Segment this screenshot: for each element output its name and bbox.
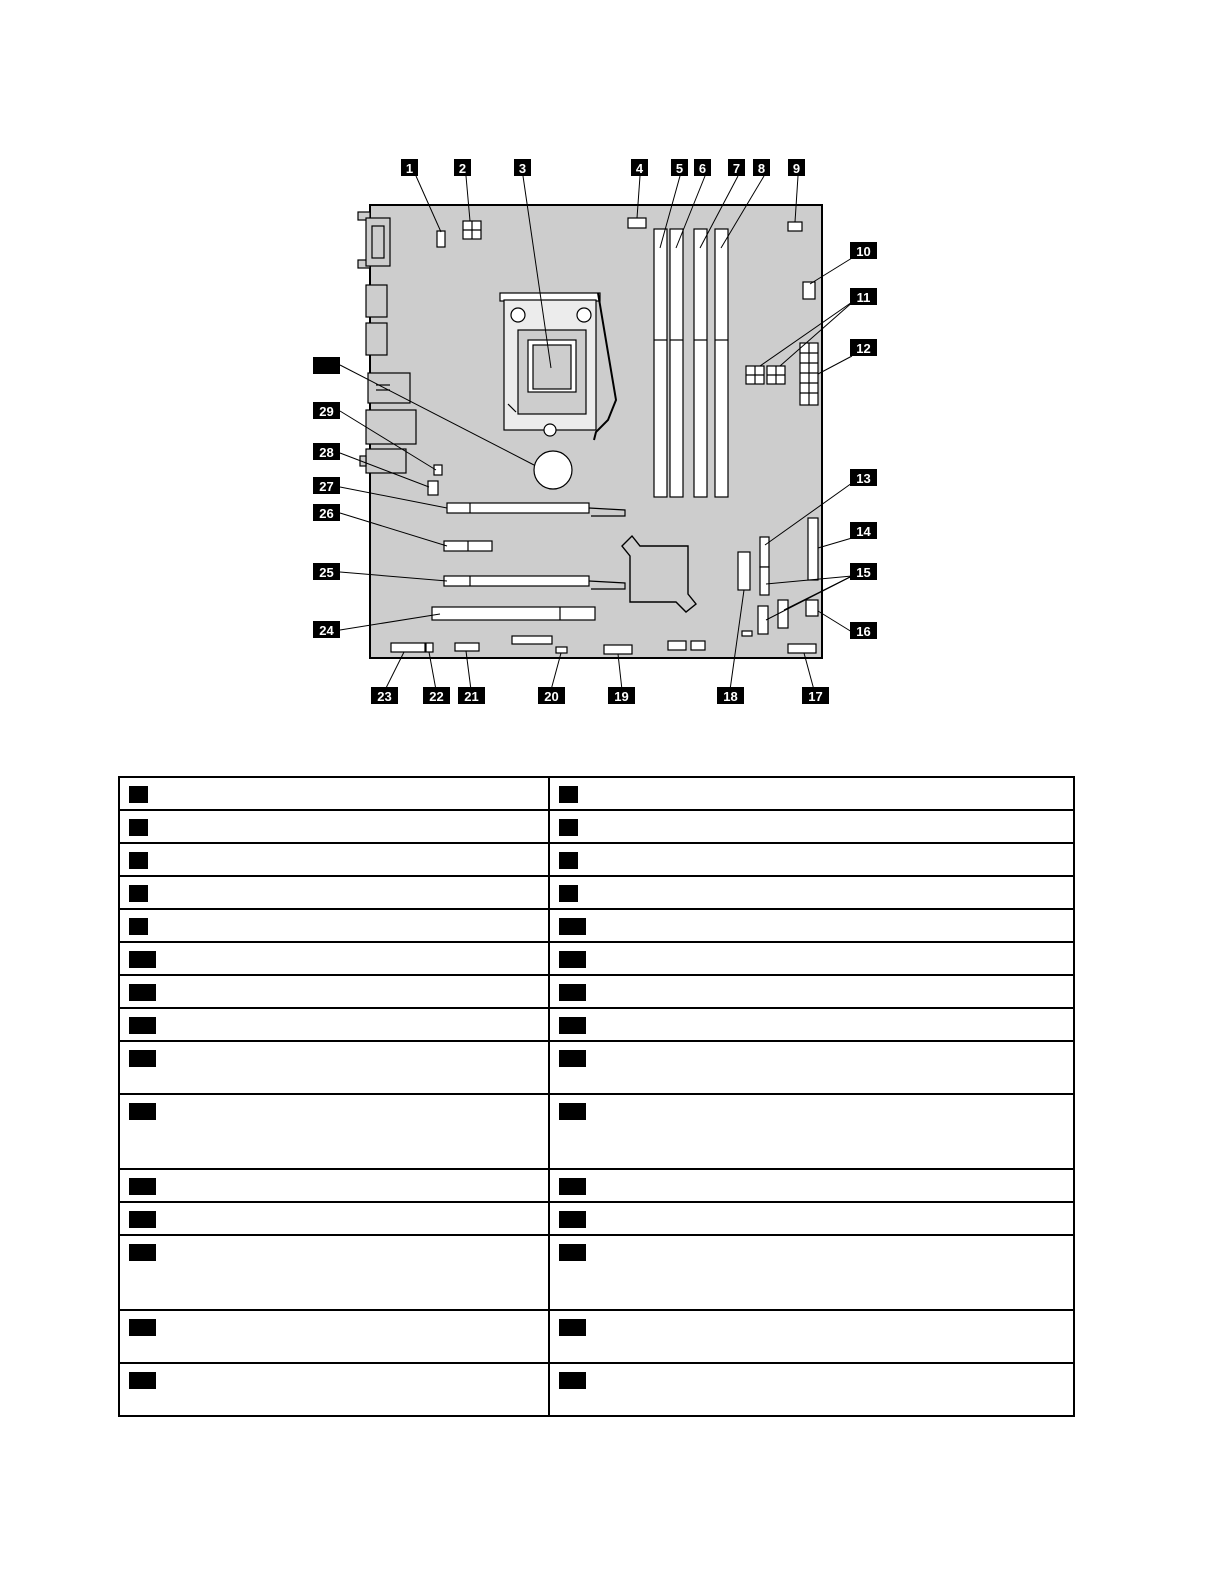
svg-text:20: 20: [544, 689, 559, 704]
legend-marker: [559, 1103, 586, 1120]
legend-row: [119, 777, 1074, 810]
legend-marker: [129, 1319, 156, 1336]
callout-10: [850, 242, 877, 259]
connector-18: [738, 552, 750, 590]
legend-row: [119, 810, 1074, 843]
svg-text:18: 18: [723, 689, 738, 704]
svg-text:21: 21: [464, 689, 479, 704]
legend-row: [119, 1202, 1074, 1235]
legend-marker: [559, 984, 586, 1001]
legend-cell-right: [549, 810, 1074, 843]
legend-marker: [559, 1211, 586, 1228]
legend-cell-left: [119, 975, 549, 1008]
legend-marker: [559, 1017, 586, 1034]
svg-text:19: 19: [614, 689, 629, 704]
svg-text:4: 4: [635, 161, 644, 176]
legend-cell-left: [119, 777, 549, 810]
legend-cell-right: [549, 1235, 1074, 1310]
legend-cell-left: [119, 1169, 549, 1202]
legend-marker: [129, 1050, 156, 1067]
legend-cell-right: [549, 975, 1074, 1008]
legend-marker: [559, 1244, 586, 1261]
svg-text:2: 2: [458, 161, 467, 176]
legend-marker: [559, 1372, 586, 1389]
legend-row: [119, 942, 1074, 975]
connector-12: [800, 343, 818, 405]
legend-cell-right: [549, 942, 1074, 975]
jumper-small: [742, 631, 752, 636]
callout-22: [423, 687, 450, 704]
legend-marker: [129, 1017, 156, 1034]
callout-17: [802, 687, 829, 704]
callout-28: [313, 443, 340, 460]
connector-2: [463, 221, 481, 239]
legend-cell-right: [549, 876, 1074, 909]
legend-marker: [559, 885, 578, 902]
svg-text:6: 6: [698, 161, 707, 176]
legend-marker: [559, 1178, 586, 1195]
callout-blank: [313, 357, 340, 374]
callout-23: [371, 687, 398, 704]
connector-1: [437, 231, 445, 247]
legend-cell-left: [119, 810, 549, 843]
callout-8: [753, 159, 770, 176]
svg-text:16: 16: [856, 624, 871, 639]
legend-cell-left: [119, 1363, 549, 1416]
callout-16: [850, 622, 877, 639]
callout-11: [850, 288, 877, 305]
svg-text:14: 14: [856, 524, 871, 539]
callout-5: [671, 159, 688, 176]
legend-cell-left: [119, 1202, 549, 1235]
connector-10: [803, 282, 815, 299]
connector-28: [428, 481, 438, 495]
legend-row: [119, 1310, 1074, 1363]
legend-cell-right: [549, 843, 1074, 876]
legend-cell-right: [549, 777, 1074, 810]
svg-text:13: 13: [856, 471, 871, 486]
legend-marker: [559, 951, 586, 968]
svg-text:24: 24: [319, 623, 334, 638]
callout-29: [313, 402, 340, 419]
legend-marker: [129, 918, 148, 935]
legend-cell-right: [549, 1041, 1074, 1094]
svg-text:9: 9: [792, 161, 801, 176]
legend-cell-left: [119, 1235, 549, 1310]
connector-9: [788, 222, 802, 231]
callout-21: [458, 687, 485, 704]
legend-row: [119, 1363, 1074, 1416]
callout-13: [850, 469, 877, 486]
svg-text:29: 29: [319, 404, 334, 419]
callout-18: [717, 687, 744, 704]
callout-1: [401, 159, 418, 176]
callout-27: [313, 477, 340, 494]
legend-cell-right: [549, 1363, 1074, 1416]
legend-row: [119, 843, 1074, 876]
callout-3: [514, 159, 531, 176]
connector-16: [806, 600, 818, 616]
legend-cell-right: [549, 1008, 1074, 1041]
legend-cell-left: [119, 1041, 549, 1094]
callout-12: [850, 339, 877, 356]
legend-cell-left: [119, 909, 549, 942]
legend-cell-right: [549, 1094, 1074, 1169]
svg-text:1: 1: [405, 161, 414, 176]
legend-row: [119, 876, 1074, 909]
legend-cell-right: [549, 1202, 1074, 1235]
legend-marker: [559, 786, 578, 803]
legend-cell-left: [119, 1094, 549, 1169]
legend-cell-left: [119, 1310, 549, 1363]
callout-25: [313, 563, 340, 580]
legend-marker: [559, 852, 578, 869]
svg-text:28: 28: [319, 445, 334, 460]
legend-cell-left: [119, 1008, 549, 1041]
callout-15: [850, 563, 877, 580]
legend-row: [119, 1169, 1074, 1202]
svg-text:25: 25: [319, 565, 334, 580]
legend-row: [119, 975, 1074, 1008]
callout-4: [631, 159, 648, 176]
callout-2: [454, 159, 471, 176]
legend-marker: [559, 918, 586, 935]
svg-text:3: 3: [518, 161, 527, 176]
legend-cell-right: [549, 909, 1074, 942]
parts-legend-table: [118, 776, 1075, 1417]
legend-marker: [129, 951, 156, 968]
callout-26: [313, 504, 340, 521]
legend-row: [119, 1041, 1074, 1094]
svg-text:10: 10: [856, 244, 871, 259]
battery: [534, 451, 572, 489]
callout-9: [788, 159, 805, 176]
legend-marker: [129, 1103, 156, 1120]
legend-marker: [559, 819, 578, 836]
callout-7: [728, 159, 745, 176]
legend-row: [119, 1235, 1074, 1310]
svg-text:22: 22: [429, 689, 444, 704]
legend-cell-right: [549, 1169, 1074, 1202]
legend-cell-left: [119, 843, 549, 876]
svg-text:8: 8: [757, 161, 766, 176]
legend-marker: [129, 1178, 156, 1195]
svg-text:7: 7: [732, 161, 741, 176]
legend-cell-right: [549, 1310, 1074, 1363]
legend-row: [119, 909, 1074, 942]
legend-marker: [129, 786, 148, 803]
svg-text:27: 27: [319, 479, 334, 494]
svg-text:5: 5: [675, 161, 684, 176]
legend-marker: [129, 819, 148, 836]
legend-marker: [129, 852, 148, 869]
callout-20: [538, 687, 565, 704]
connector-4: [628, 218, 646, 228]
legend-marker: [129, 1372, 156, 1389]
legend-cell-left: [119, 876, 549, 909]
connector-14: [808, 518, 818, 580]
svg-text:17: 17: [808, 689, 823, 704]
legend-marker: [129, 1211, 156, 1228]
callout-19: [608, 687, 635, 704]
legend-marker: [129, 885, 148, 902]
svg-text:26: 26: [319, 506, 334, 521]
legend-marker: [129, 984, 156, 1001]
callout-6: [694, 159, 711, 176]
legend-cell-left: [119, 942, 549, 975]
svg-text:12: 12: [856, 341, 871, 356]
svg-text:23: 23: [377, 689, 392, 704]
legend-row: [119, 1008, 1074, 1041]
legend-marker: [559, 1319, 586, 1336]
legend-marker: [559, 1050, 586, 1067]
system-board-diagram: [0, 0, 1224, 760]
svg-text:11: 11: [856, 290, 871, 305]
svg-text:15: 15: [856, 565, 871, 580]
legend-row: [119, 1094, 1074, 1169]
callout-24: [313, 621, 340, 638]
legend-marker: [129, 1244, 156, 1261]
callout-14: [850, 522, 877, 539]
